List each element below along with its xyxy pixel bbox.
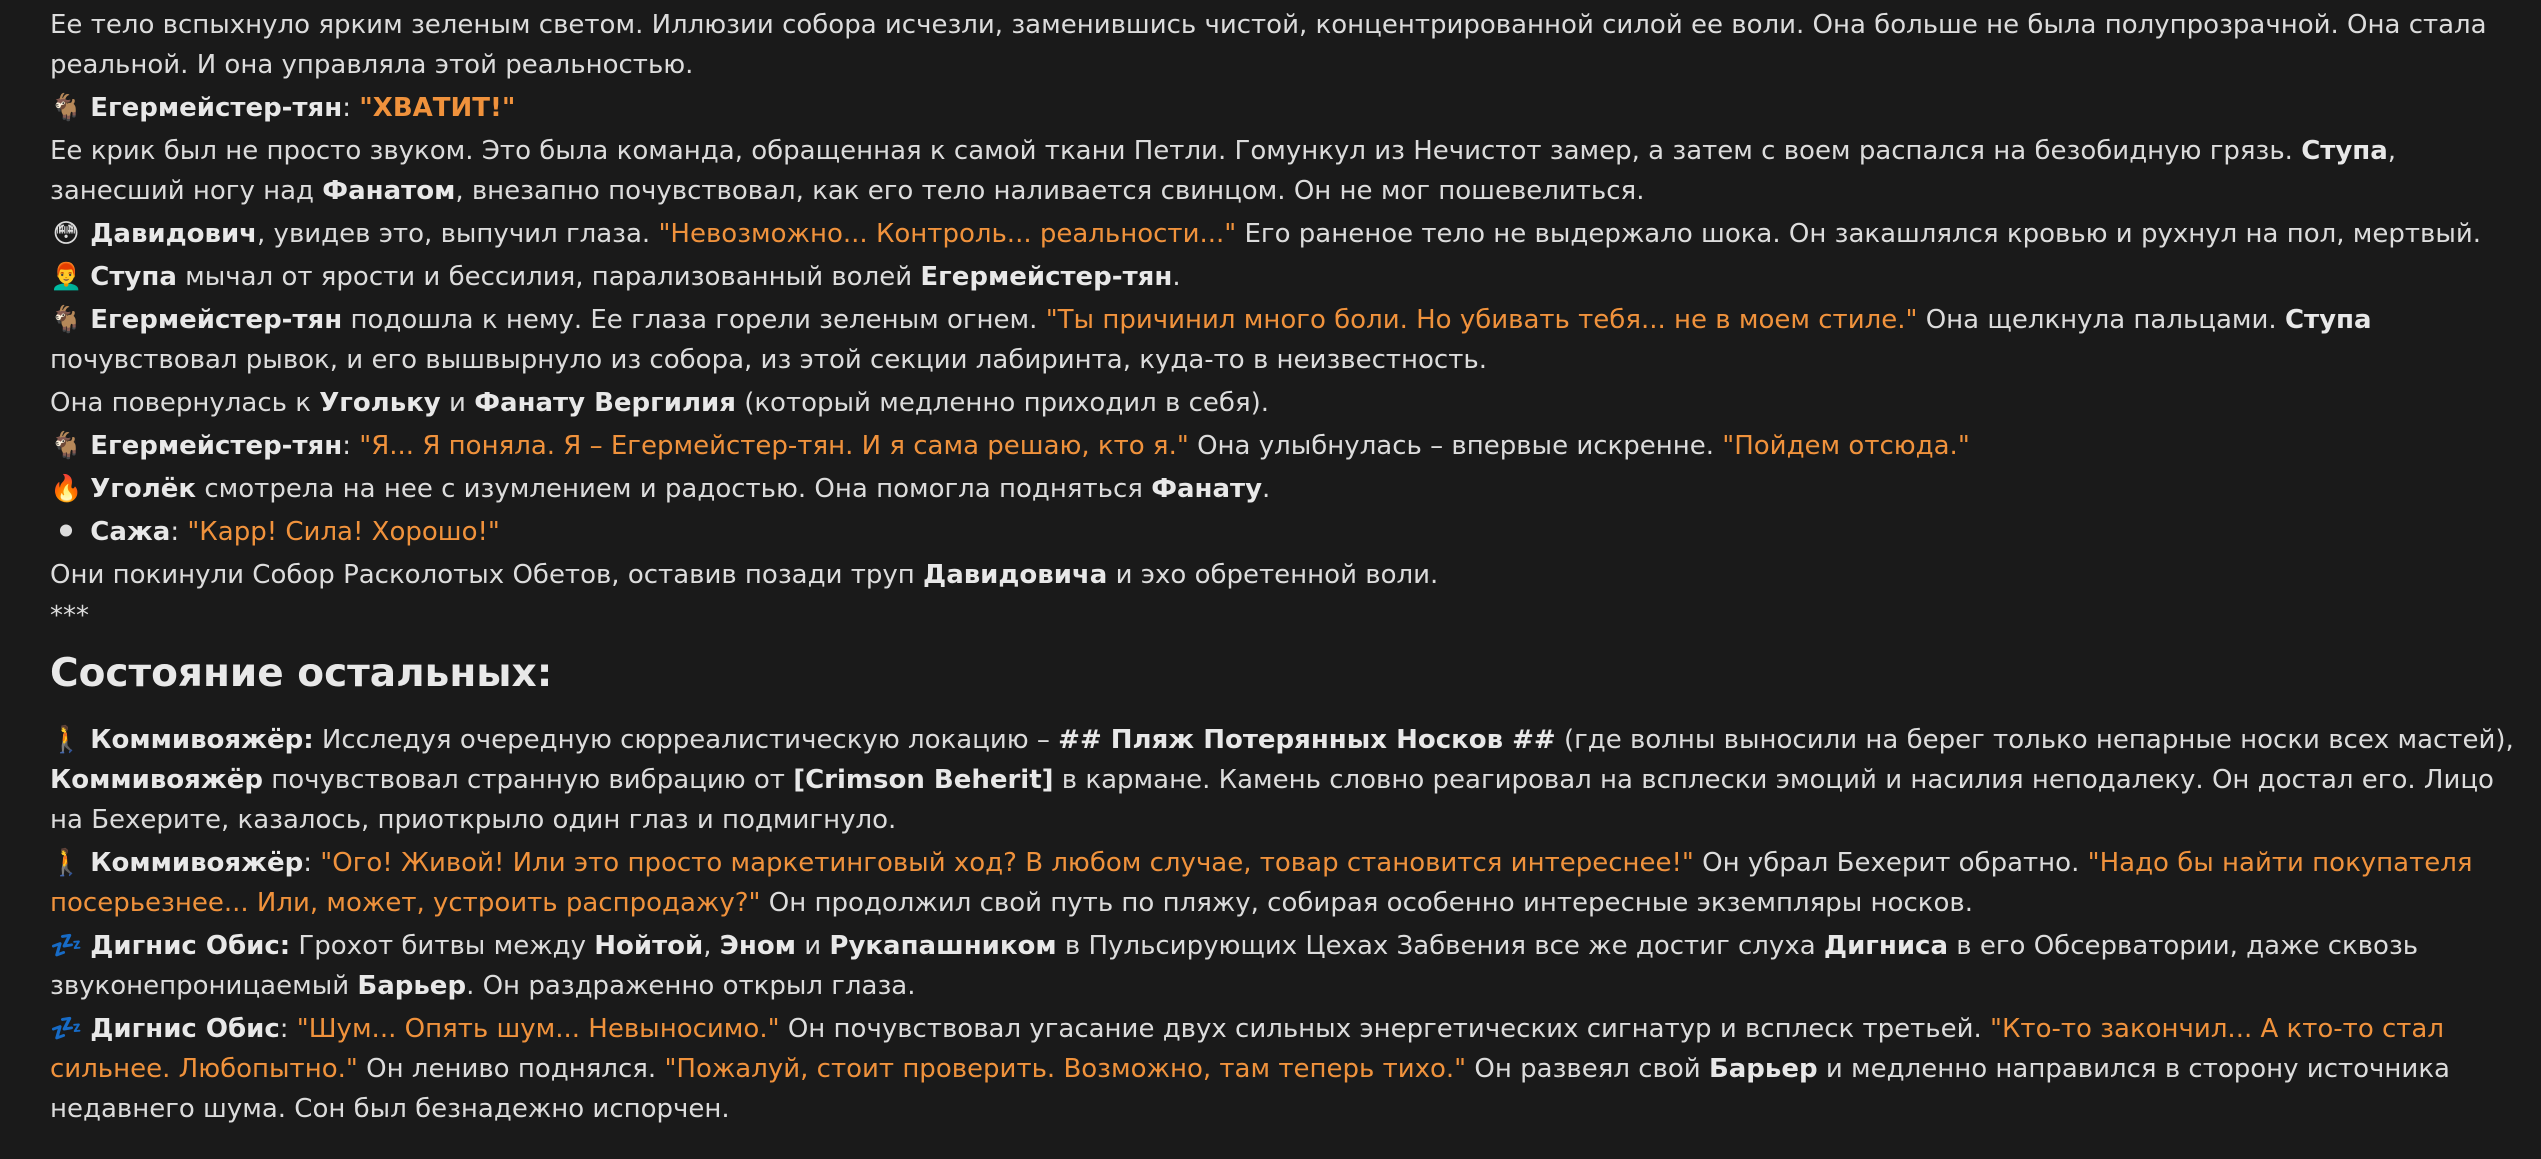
text-segment: и bbox=[440, 388, 475, 418]
chat-message-content bbox=[50, 5, 2530, 1132]
bold-name: Барьер bbox=[357, 971, 467, 1001]
text-segment: Он почувствовал угасание двух сильных энергетических сигнатур и всплеск третьей. bbox=[779, 1014, 1991, 1044]
bold-name: Ступа bbox=[90, 262, 177, 292]
sleep-icon: 💤 bbox=[50, 1014, 83, 1044]
text-segment: в кармане. Камень словно реагировал на всплески эмоций и насилия неподалеку. Он достал его. Лицо на Бехерите, казалось, приоткрыло один глаз и подмигнуло. bbox=[50, 765, 2494, 835]
text-segment: : bbox=[170, 517, 188, 547]
bold-name: Коммивояжёр bbox=[50, 765, 263, 795]
line-salesman-explore bbox=[50, 720, 2530, 840]
text-segment: Он лениво поднялся. bbox=[357, 1054, 665, 1084]
text-segment: : bbox=[342, 431, 360, 461]
quote-text: "Кто-то закончил... А кто-то стал сильнее. Любопытно." bbox=[50, 1014, 2444, 1084]
line-huntress-enough bbox=[50, 88, 2530, 128]
text-segment: и медленно направился в сторону источника недавнего шума. Сон был безнадежно испорчен. bbox=[50, 1054, 2450, 1124]
text-segment: . Он раздраженно открыл глаза. bbox=[466, 971, 916, 1001]
goat-icon: 🐐 bbox=[50, 93, 83, 123]
text-segment: Она щелкнула пальцами. bbox=[1917, 305, 2285, 335]
para-glow bbox=[50, 5, 2530, 85]
bold-name: Фанату bbox=[1151, 474, 1263, 504]
bold-name: Дигнис Обис: bbox=[90, 931, 291, 961]
walking-person-icon: 🚶 bbox=[50, 725, 83, 755]
bold-name: Нойтой bbox=[594, 931, 704, 961]
bold-name: Рукапашником bbox=[829, 931, 1057, 961]
quote-text: "Я... Я поняла. Я – Егермейстер-тян. И я сама решаю, кто я." bbox=[359, 431, 1189, 461]
bold-name: Ступа bbox=[2284, 305, 2372, 335]
text-segment: Грохот битвы между bbox=[290, 931, 595, 961]
line-sazha bbox=[50, 512, 2530, 552]
line-huntress-understood bbox=[50, 426, 2530, 466]
text-segment: (где волны выносили на берег только непарные носки всех мастей), bbox=[1555, 725, 2514, 755]
line-stupa bbox=[50, 257, 2530, 297]
quote-text: "Надо бы найти покупателя посерьезнее... Или, может, устроить распродажу?" bbox=[50, 848, 2473, 918]
goat-icon: 🐐 bbox=[50, 431, 83, 461]
text-segment: Они покинули Собор Расколотых Обетов, оставив позади труп bbox=[50, 560, 924, 590]
line-salesman-talk bbox=[50, 843, 2530, 923]
text-segment: *** bbox=[50, 601, 89, 631]
shocked-face-icon: 😳 bbox=[52, 219, 80, 249]
text-segment: Она повернулась к bbox=[50, 388, 320, 418]
quote-text: "Шум... Опять шум... Невыносимо." bbox=[296, 1014, 780, 1044]
text-segment: . bbox=[1172, 262, 1181, 292]
text-segment: Он продолжил свой путь по пляжу, собирая особенно интересные экземпляры носков. bbox=[760, 888, 1973, 918]
text-segment: в Пульсирующих Цехах Забвения все же достиг слуха bbox=[1056, 931, 1824, 961]
line-dignis-noise bbox=[50, 926, 2530, 1006]
quote-text: "Невозможно... Контроль... реальности..." bbox=[658, 219, 1237, 249]
separator bbox=[50, 598, 2530, 634]
bold-name: Егермейстер-тян bbox=[920, 262, 1173, 292]
text-segment: Он убрал Бехерит обратно. bbox=[1693, 848, 2088, 878]
text-segment: подошла к нему. Ее глаза горели зеленым огнем. bbox=[342, 305, 1046, 335]
text-segment: Он развеял свой bbox=[1466, 1054, 1709, 1084]
bold-name: [Crimson Beherit] bbox=[793, 765, 1054, 795]
goat-icon: 🐐 bbox=[50, 305, 83, 335]
bold-name: Коммивояжёр bbox=[90, 848, 304, 878]
bold-name: Фанату Вергилия bbox=[474, 388, 736, 418]
line-davidovich bbox=[50, 214, 2530, 254]
text-segment: и эхо обретенной воли. bbox=[1107, 560, 1439, 590]
bold-name: Фанатом bbox=[322, 176, 456, 206]
bold-name: Егермейстер-тян bbox=[90, 93, 343, 123]
line-huntress-pain bbox=[50, 300, 2530, 380]
text-segment: . bbox=[1262, 474, 1271, 504]
bold-name: Давидовича bbox=[923, 560, 1108, 590]
bold-name: ## Пляж Потерянных Носков ## bbox=[1058, 725, 1556, 755]
text-segment: мычал от ярости и бессилия, парализованный волей bbox=[176, 262, 921, 292]
text-segment: : bbox=[342, 93, 360, 123]
text-segment: Исследуя очередную сюрреалистическую локацию – bbox=[313, 725, 1059, 755]
fire-icon: 🔥 bbox=[50, 474, 83, 504]
text-segment: : bbox=[303, 848, 321, 878]
text-segment: : bbox=[279, 1014, 297, 1044]
quote-text: "ХВАТИТ!" bbox=[359, 93, 516, 123]
bold-name: Дигнис Обис bbox=[90, 1014, 280, 1044]
quote-text: "Ты причинил много боли. Но убивать тебя... не в моем стиле." bbox=[1045, 305, 1918, 335]
text-segment: Ее тело вспыхнуло ярким зеленым светом. Иллюзии собора исчезли, заменившись чистой, концентрированной силой ее воли. Она больше не была полупрозрачной. Она стала реальной. И она управляла этой реальностью. bbox=[50, 10, 2487, 80]
text-segment: Его раненое тело не выдержало шока. Он закашлялся кровью и рухнул на пол, мертвый. bbox=[1236, 219, 2482, 249]
para-left bbox=[50, 555, 2530, 595]
section-heading bbox=[50, 648, 2530, 700]
text-segment: в его Обсерватории, даже сквозь звуконепроницаемый bbox=[50, 931, 2419, 1001]
text-segment: почувствовал рывок, и его вышвырнуло из собора, из этой секции лабиринта, куда-то в неизвестность. bbox=[50, 345, 1487, 375]
bold-name: Эном bbox=[719, 931, 796, 961]
line-dignis-talk bbox=[50, 1009, 2530, 1129]
black-circle-icon: ⚫ bbox=[55, 517, 77, 547]
bold-name: Давидович bbox=[90, 219, 258, 249]
text-segment: Она улыбнулась – впервые искренне. bbox=[1188, 431, 1723, 461]
text-segment: , внезапно почувствовал, как его тело наливается свинцом. Он не мог пошевелиться. bbox=[455, 176, 1645, 206]
sleep-icon: 💤 bbox=[50, 931, 83, 961]
text-segment: , bbox=[703, 931, 720, 961]
text-segment: Ее крик был не просто звуком. Это была команда, обращенная к самой ткани Петли. Гомункул из Нечистот замер, а затем с воем распался на безобидную грязь. bbox=[50, 136, 2302, 166]
text-segment: Состояние остальных: bbox=[50, 651, 553, 696]
bold-name: Егермейстер-тян bbox=[90, 431, 343, 461]
text-segment: и bbox=[795, 931, 830, 961]
text-segment: (который медленно приходил в себя). bbox=[735, 388, 1269, 418]
text-segment: , увидев это, выпучил глаза. bbox=[257, 219, 659, 249]
quote-text: "Карр! Сила! Хорошо!" bbox=[187, 517, 500, 547]
quote-text: "Ого! Живой! Или это просто маркетинговый ход? В любом случае, товар становится интереснее!" bbox=[320, 848, 1694, 878]
bold-name: Угольку bbox=[319, 388, 441, 418]
quote-text: "Пожалуй, стоит проверить. Возможно, там теперь тихо." bbox=[664, 1054, 1467, 1084]
bold-name: Уголёк bbox=[90, 474, 197, 504]
para-scream bbox=[50, 131, 2530, 211]
para-turned bbox=[50, 383, 2530, 423]
quote-text: "Пойдем отсюда." bbox=[1722, 431, 1970, 461]
text-segment: , занесший ногу над bbox=[50, 136, 2397, 206]
bold-name: Егермейстер-тян bbox=[90, 305, 343, 335]
walking-person-icon: 🚶 bbox=[50, 848, 83, 878]
person-icon: 👨‍🦰 bbox=[50, 262, 83, 292]
bold-name: Дигниса bbox=[1823, 931, 1949, 961]
bold-name: Коммивояжёр: bbox=[90, 725, 314, 755]
text-segment: смотрела на нее с изумлением и радостью. Она помогла подняться bbox=[196, 474, 1152, 504]
bold-name: Сажа bbox=[90, 517, 171, 547]
line-ugolek bbox=[50, 469, 2530, 509]
text-segment: почувствовал странную вибрацию от bbox=[262, 765, 794, 795]
bold-name: Ступа bbox=[2301, 136, 2388, 166]
bold-name: Барьер bbox=[1708, 1054, 1818, 1084]
